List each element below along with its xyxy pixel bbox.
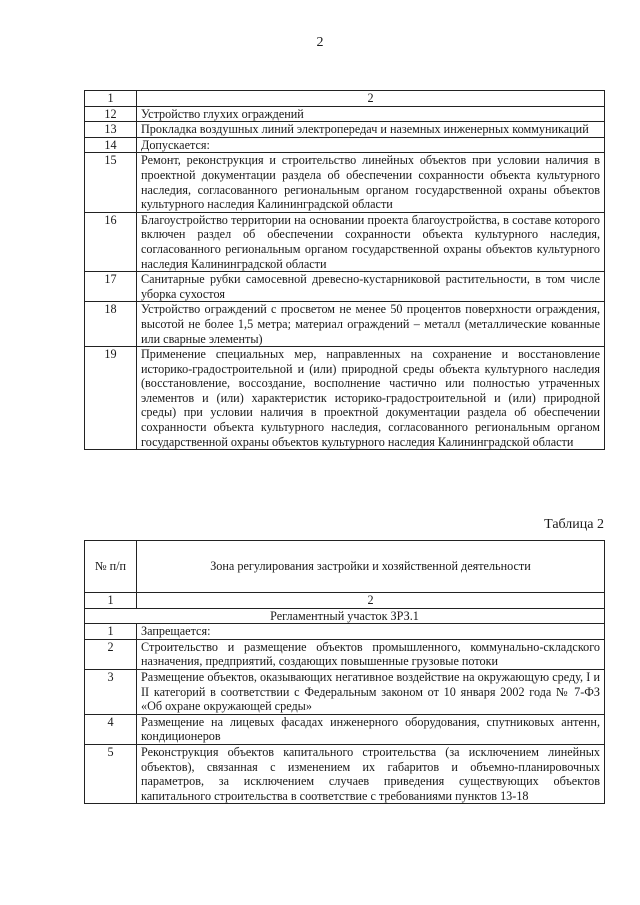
row-number: 4	[85, 714, 137, 744]
row-number: 14	[85, 137, 137, 153]
table-row	[85, 122, 605, 138]
row-number: 3	[85, 669, 137, 714]
index-cell-1: 1	[85, 593, 137, 609]
row-number: 1	[85, 624, 137, 640]
row-text: Благоустройство территории на основании проекта благоустройства, в составе которого включен раздел об обеспечении сохранности объекта культурного наследия, согласованного региональным органом государственной охраны объектов культурного наследия Калининградской области	[137, 212, 605, 271]
table-row	[85, 212, 605, 271]
row-text: Размещение на лицевых фасадах инженерного оборудования, спутниковых антенн, кондиционеров	[137, 714, 605, 744]
row-number: 2	[85, 639, 137, 669]
table-row	[85, 639, 605, 669]
row-text: Размещение объектов, оказывающих негативное воздействие на окружающую среду, I и II категорий в соответствии с Федеральным законом от 10 января 2002 года № 7-ФЗ «Об охране окружающей среды»	[137, 669, 605, 714]
header-zone-cell: Зона регулирования застройки и хозяйственной деятельности	[137, 541, 605, 593]
table-row	[85, 302, 605, 347]
row-text: Устройство ограждений с просветом не менее 50 процентов поверхности ограждения, высотой не более 1,5 метра; материал ограждений – металл (металлические кованные или сварные элементы)	[137, 302, 605, 347]
row-text: Устройство глухих ограждений	[137, 106, 605, 122]
row-number: 19	[85, 347, 137, 450]
row-text: Реконструкция объектов капитального строительства (за исключением линейных объектов), связанная с изменением их габаритов и объемно-планировочных параметров, за исключением случаев приведения существующих объектов капитального строительства в соответствие с требованиями пунктов 13-18	[137, 744, 605, 803]
table-row	[85, 153, 605, 212]
table-row	[85, 744, 605, 803]
table-row	[85, 106, 605, 122]
row-text: Прокладка воздушных линий электропередач и наземных инженерных коммуникаций	[137, 122, 605, 138]
table-header-row	[85, 541, 605, 593]
table-index-row	[85, 593, 605, 609]
table-2-body	[85, 541, 605, 804]
row-text: Ремонт, реконструкция и строительство линейных объектов при условии наличия в проектной документации раздела об обеспечении сохранности объекта культурного наследия, согласованного региональным органом государственной охраны объектов культурного наследия Калининградской области	[137, 153, 605, 212]
table-row	[85, 347, 605, 450]
index-cell-2: 2	[137, 593, 605, 609]
table-2	[84, 540, 605, 804]
header-cell-2: 2	[137, 91, 605, 107]
table-1-body	[85, 91, 605, 450]
row-number: 15	[85, 153, 137, 212]
header-number-cell: № п/п	[85, 541, 137, 593]
row-number: 17	[85, 272, 137, 302]
row-number: 16	[85, 212, 137, 271]
row-number: 18	[85, 302, 137, 347]
page-number: 2	[316, 35, 324, 50]
table-row	[85, 624, 605, 640]
header-cell-1: 1	[85, 91, 137, 107]
section-row	[85, 608, 605, 624]
row-text: Применение специальных мер, направленных на сохранение и восстановление историко-градостроительной и (или) природной среды объекта культурного наследия (восстановление, воссоздание, восполнение частично или полностью утраченных элементов и (или) характеристик историко-градостроительной и (или) природной среды) при условии наличия в проектной документации раздела об обеспечении сохранности объекта культурного наследия, согласованного региональным органом государственной охраны объектов культурного наследия Калининградской области	[137, 347, 605, 450]
row-number: 5	[85, 744, 137, 803]
table-row	[85, 714, 605, 744]
table-row	[85, 669, 605, 714]
row-number: 12	[85, 106, 137, 122]
section-title: Регламентный участок ЗРЗ.1	[85, 608, 605, 624]
row-text: Санитарные рубки самосевной древесно-кустарниковой растительности, в том числе уборка сухостоя	[137, 272, 605, 302]
row-text: Строительство и размещение объектов промышленного, коммунально-складского назначения, предприятий, создающих повышенные грузовые потоки	[137, 639, 605, 669]
table-row	[85, 272, 605, 302]
table-2-caption: Таблица 2	[544, 517, 604, 532]
table-row	[85, 91, 605, 107]
row-number: 13	[85, 122, 137, 138]
row-text: Запрещается:	[137, 624, 605, 640]
table-row	[85, 137, 605, 153]
row-text: Допускается:	[137, 137, 605, 153]
table-1	[84, 90, 605, 450]
